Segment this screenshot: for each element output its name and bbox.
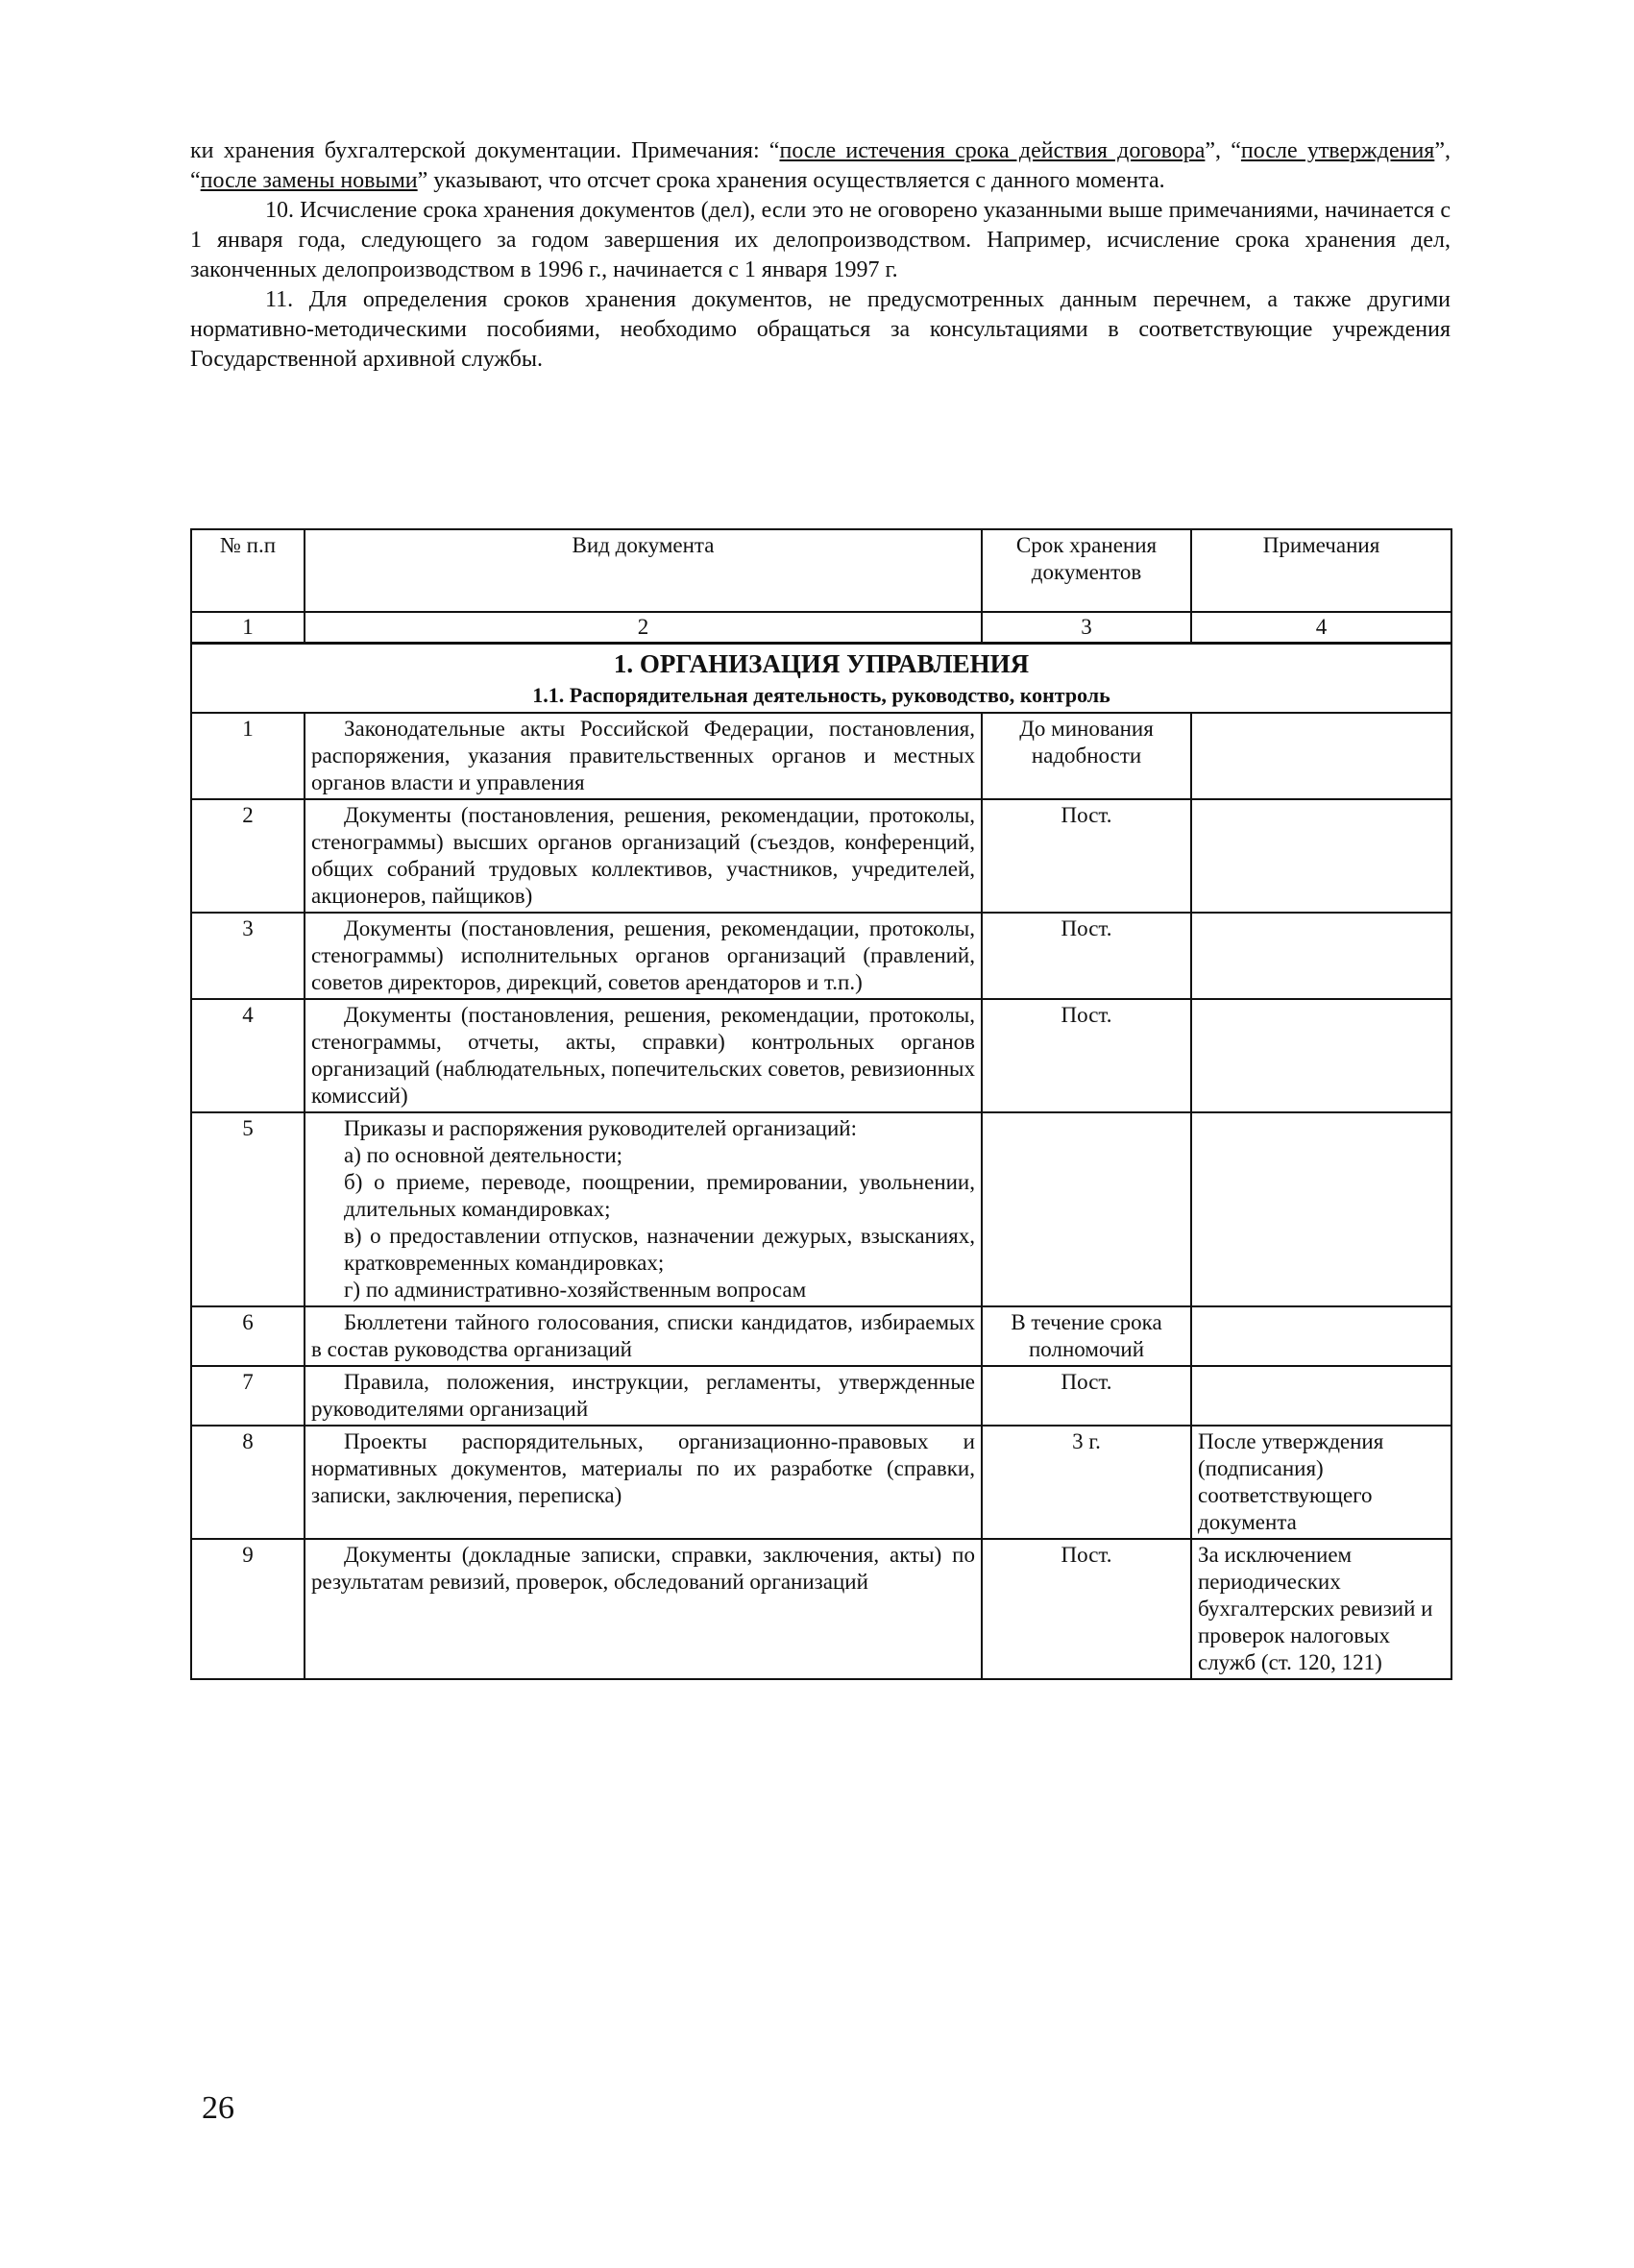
- document-type-line: Документы (постановления, решения, рекомендации, протоколы, стенограммы) исполнительных органов организаций (правлений, советов директоров, дирекций, советов арендаторов и т.п.): [311, 916, 975, 994]
- table-row: [191, 1112, 1451, 1306]
- row-number: 8: [191, 1426, 305, 1539]
- table-header-row: [191, 529, 1451, 612]
- note-cell: [1191, 913, 1451, 999]
- retention-table: [190, 528, 1452, 1680]
- document-type-line: а) по основной деятельности;: [344, 1143, 623, 1167]
- intro-paragraph-11: 11. Для определения сроков хранения документов, не предусмотренных данным перечнем, а также другими нормативно-методическими пособиями, необходимо обращаться за консультациями в соответствующие учреждения Государственной архивной службы.: [190, 287, 1451, 372]
- note-cell: [1191, 799, 1451, 913]
- document-type-line: б) о приеме, переводе, поощрении, премировании, увольнении, длительных командировках;: [344, 1170, 975, 1221]
- document-type-line: Документы (постановления, решения, рекомендации, протоколы, стенограммы, отчеты, акты, справки) контрольных органов организаций (наблюдательных, попечительских советов, ревизионных комиссий): [311, 1003, 975, 1108]
- table-row: [191, 1539, 1451, 1679]
- retention-term-cell: 3 г.: [982, 1426, 1191, 1539]
- column-number: 2: [305, 612, 982, 644]
- table-row: [191, 1366, 1451, 1426]
- section-title: 1. ОРГАНИЗАЦИЯ УПРАВЛЕНИЯ: [613, 649, 1030, 678]
- intro-paragraph-10: 10. Исчисление срока хранения документов (дел), если это не оговорено указанными выше примечаниями, начинается с 1 января года, следующего за годом завершения их делопроизводством. Например, исчисление срока хранения дел, законченных делопроизводством в 1996 г., начинается с 1 января 1997 г.: [190, 198, 1451, 282]
- header-retention-term: Срок хранения документов: [982, 529, 1191, 612]
- note-cell: [1191, 1112, 1451, 1306]
- section-row: [191, 644, 1451, 714]
- document-type-cell: [305, 799, 982, 913]
- intro-text-fragment: ”, “: [190, 138, 1451, 193]
- retention-term-cell: Пост.: [982, 1366, 1191, 1426]
- note-cell: [1191, 999, 1451, 1112]
- row-number: 3: [191, 913, 305, 999]
- note-cell: [1191, 1366, 1451, 1426]
- retention-term-cell: До минования надобности: [982, 713, 1191, 799]
- retention-term-cell: Пост.: [982, 1539, 1191, 1679]
- table-row: [191, 713, 1451, 799]
- column-number: 1: [191, 612, 305, 644]
- note-cell: [1191, 713, 1451, 799]
- row-number: 1: [191, 713, 305, 799]
- intro-text-fragment: ”, “: [1205, 138, 1241, 163]
- document-type-cell: [305, 1366, 982, 1426]
- retention-term-cell: Пост.: [982, 913, 1191, 999]
- document-type-cell: [305, 1426, 982, 1539]
- column-number-row: [191, 612, 1451, 644]
- document-type-cell: [305, 713, 982, 799]
- section-cell: [191, 644, 1451, 714]
- table-row: [191, 1306, 1451, 1366]
- header-document-type: Вид документа: [305, 529, 982, 612]
- document-type-line: Документы (докладные записки, справки, заключения, акты) по результатам ревизий, проверок, обследований организаций: [311, 1543, 975, 1594]
- row-number: 9: [191, 1539, 305, 1679]
- document-type-line: Бюллетени тайного голосования, списки кандидатов, избираемых в состав руководства организаций: [311, 1310, 975, 1361]
- page-number: 26: [202, 2090, 234, 2126]
- document-type-line: г) по административно-хозяйственным вопросам: [344, 1278, 807, 1302]
- header-notes: Примечания: [1191, 529, 1451, 612]
- note-cell: За исключением периодических бухгалтерских ревизий и проверок налоговых служб (ст. 120, 121): [1191, 1539, 1451, 1679]
- retention-term-cell: Пост.: [982, 799, 1191, 913]
- document-type-line: Проекты распорядительных, организационно-правовых и нормативных документов, материалы по их разработке (справки, записки, заключения, переписка): [311, 1429, 975, 1507]
- document-type-cell: [305, 1539, 982, 1679]
- intro-text-fragment: ки хранения бухгалтерской документации. Примечания: “: [190, 138, 780, 163]
- table-row: [191, 999, 1451, 1112]
- document-type-cell: [305, 913, 982, 999]
- retention-term-cell: В течение срока полномочий: [982, 1306, 1191, 1366]
- intro-underlined-note: после утверждения: [1240, 138, 1435, 163]
- row-number: 6: [191, 1306, 305, 1366]
- document-type-line: Правила, положения, инструкции, регламенты, утвержденные руководителями организаций: [311, 1370, 975, 1421]
- document-type-line: в) о предоставлении отпусков, назначении дежурых, взысканиях, кратковременных командировках;: [344, 1224, 975, 1275]
- header-number: № п.п: [191, 529, 305, 612]
- document-type-cell: [305, 1306, 982, 1366]
- intro-paragraph-notes: [190, 136, 1451, 196]
- subsection-title: 1.1. Распорядительная деятельность, руководство, контроль: [532, 683, 1110, 707]
- document-type-line: Законодательные акты Российской Федерации, постановления, распоряжения, указания правительственных органов и местных органов власти и управления: [311, 717, 975, 794]
- note-cell: После утверждения (подписания) соответствующего документа: [1191, 1426, 1451, 1539]
- intro-underlined-note: после замены новыми: [200, 168, 418, 193]
- retention-term-cell: Пост.: [982, 999, 1191, 1112]
- row-number: 2: [191, 799, 305, 913]
- document-type-line: Приказы и распоряжения руководителей организаций:: [344, 1116, 857, 1140]
- document-type-line: Документы (постановления, решения, рекомендации, протоколы, стенограммы) высших органов организаций (съездов, конференций, общих собраний трудовых коллективов, участников, учредителей, акционеров, пайщиков): [311, 803, 975, 908]
- document-type-cell: [305, 999, 982, 1112]
- table-row: [191, 913, 1451, 999]
- intro-underlined-note: после истечения срока действия договора: [779, 138, 1206, 163]
- table-row: [191, 1426, 1451, 1539]
- intro-text: [190, 136, 1451, 375]
- row-number: 5: [191, 1112, 305, 1306]
- intro-text-fragment: ” указывают, что отсчет срока хранения осуществляется с данного момента.: [417, 168, 1165, 193]
- table-row: [191, 799, 1451, 913]
- row-number: 7: [191, 1366, 305, 1426]
- note-cell: [1191, 1306, 1451, 1366]
- document-type-cell: [305, 1112, 982, 1306]
- row-number: 4: [191, 999, 305, 1112]
- retention-term-cell: [982, 1112, 1191, 1306]
- column-number: 4: [1191, 612, 1451, 644]
- column-number: 3: [982, 612, 1191, 644]
